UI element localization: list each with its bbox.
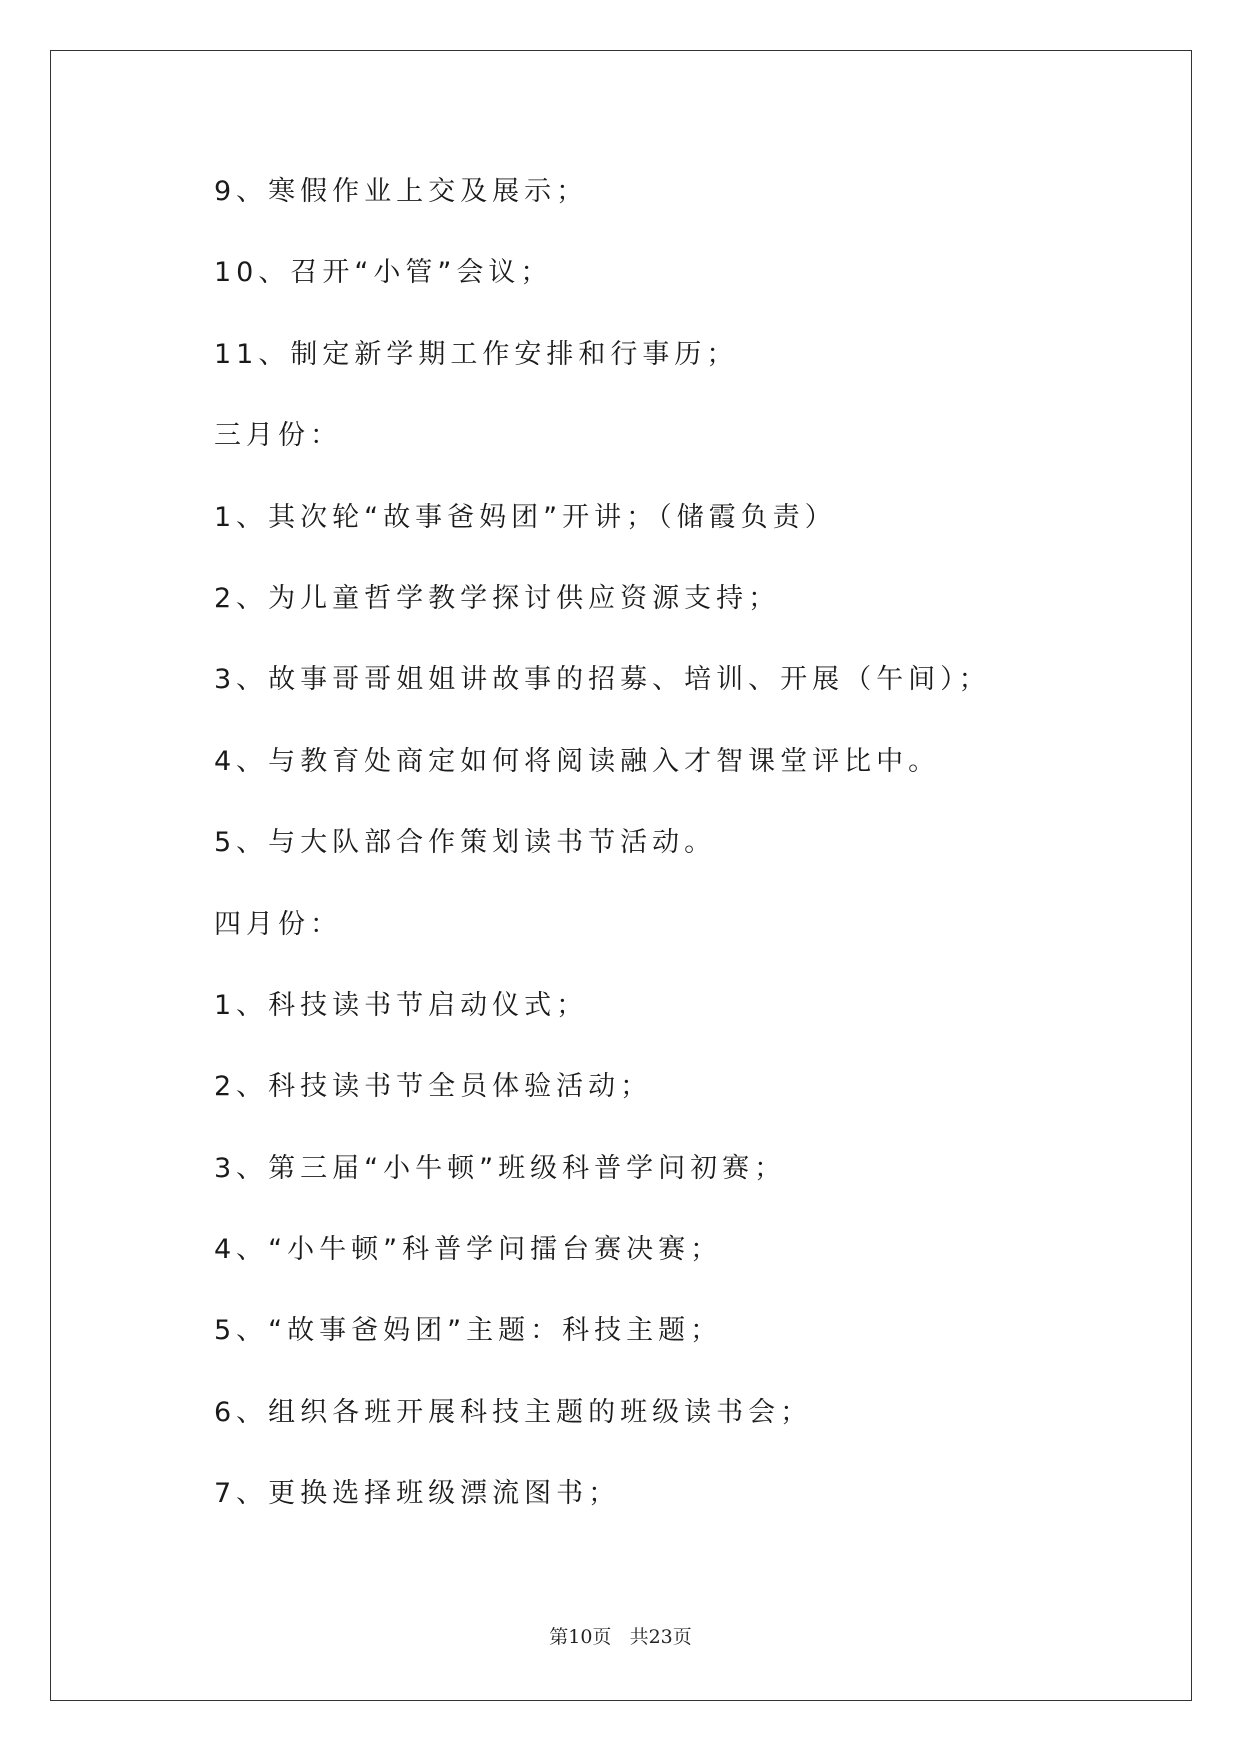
list-item: 4、“小牛顿”科普学问擂台赛决赛； — [214, 1234, 723, 1266]
document-body — [214, 170, 1114, 1554]
list-item: 6、组织各班开展科技主题的班级读书会； — [214, 1396, 813, 1428]
list-item: 2、为儿童哲学教学探讨供应资源支持； — [214, 582, 781, 614]
list-item: 10、召开“小管”会议； — [214, 257, 553, 289]
list-item: 3、第三届“小牛顿”班级科普学问初赛； — [214, 1152, 787, 1184]
list-item: 5、“故事爸妈团”主题：科技主题； — [214, 1315, 723, 1347]
list-item: 5、与大队部合作策划读书节活动。 — [214, 827, 717, 859]
section-heading-april: 四月份： — [214, 908, 342, 940]
list-item: 4、与教育处商定如何将阅读融入才智课堂评比中。 — [214, 745, 941, 777]
list-item: 9、寒假作业上交及展示； — [214, 176, 589, 207]
section-heading-march: 三月份： — [214, 420, 342, 452]
list-item: 1、科技读书节启动仪式； — [214, 989, 589, 1021]
list-item: 7、更换选择班级漂流图书； — [214, 1478, 621, 1510]
page-footer — [0, 1622, 1241, 1649]
list-item: 3、故事哥哥姐姐讲故事的招募、培训、开展（午间）； — [214, 664, 991, 696]
list-item: 11、制定新学期工作安排和行事历； — [214, 338, 739, 370]
list-item: 2、科技读书节全员体验活动； — [214, 1071, 653, 1103]
list-item: 1、其次轮“故事爸妈团”开讲；（储霞负责） — [214, 501, 837, 533]
page-total: 共23页 — [629, 1626, 692, 1648]
page-number: 第10页 — [549, 1626, 612, 1648]
